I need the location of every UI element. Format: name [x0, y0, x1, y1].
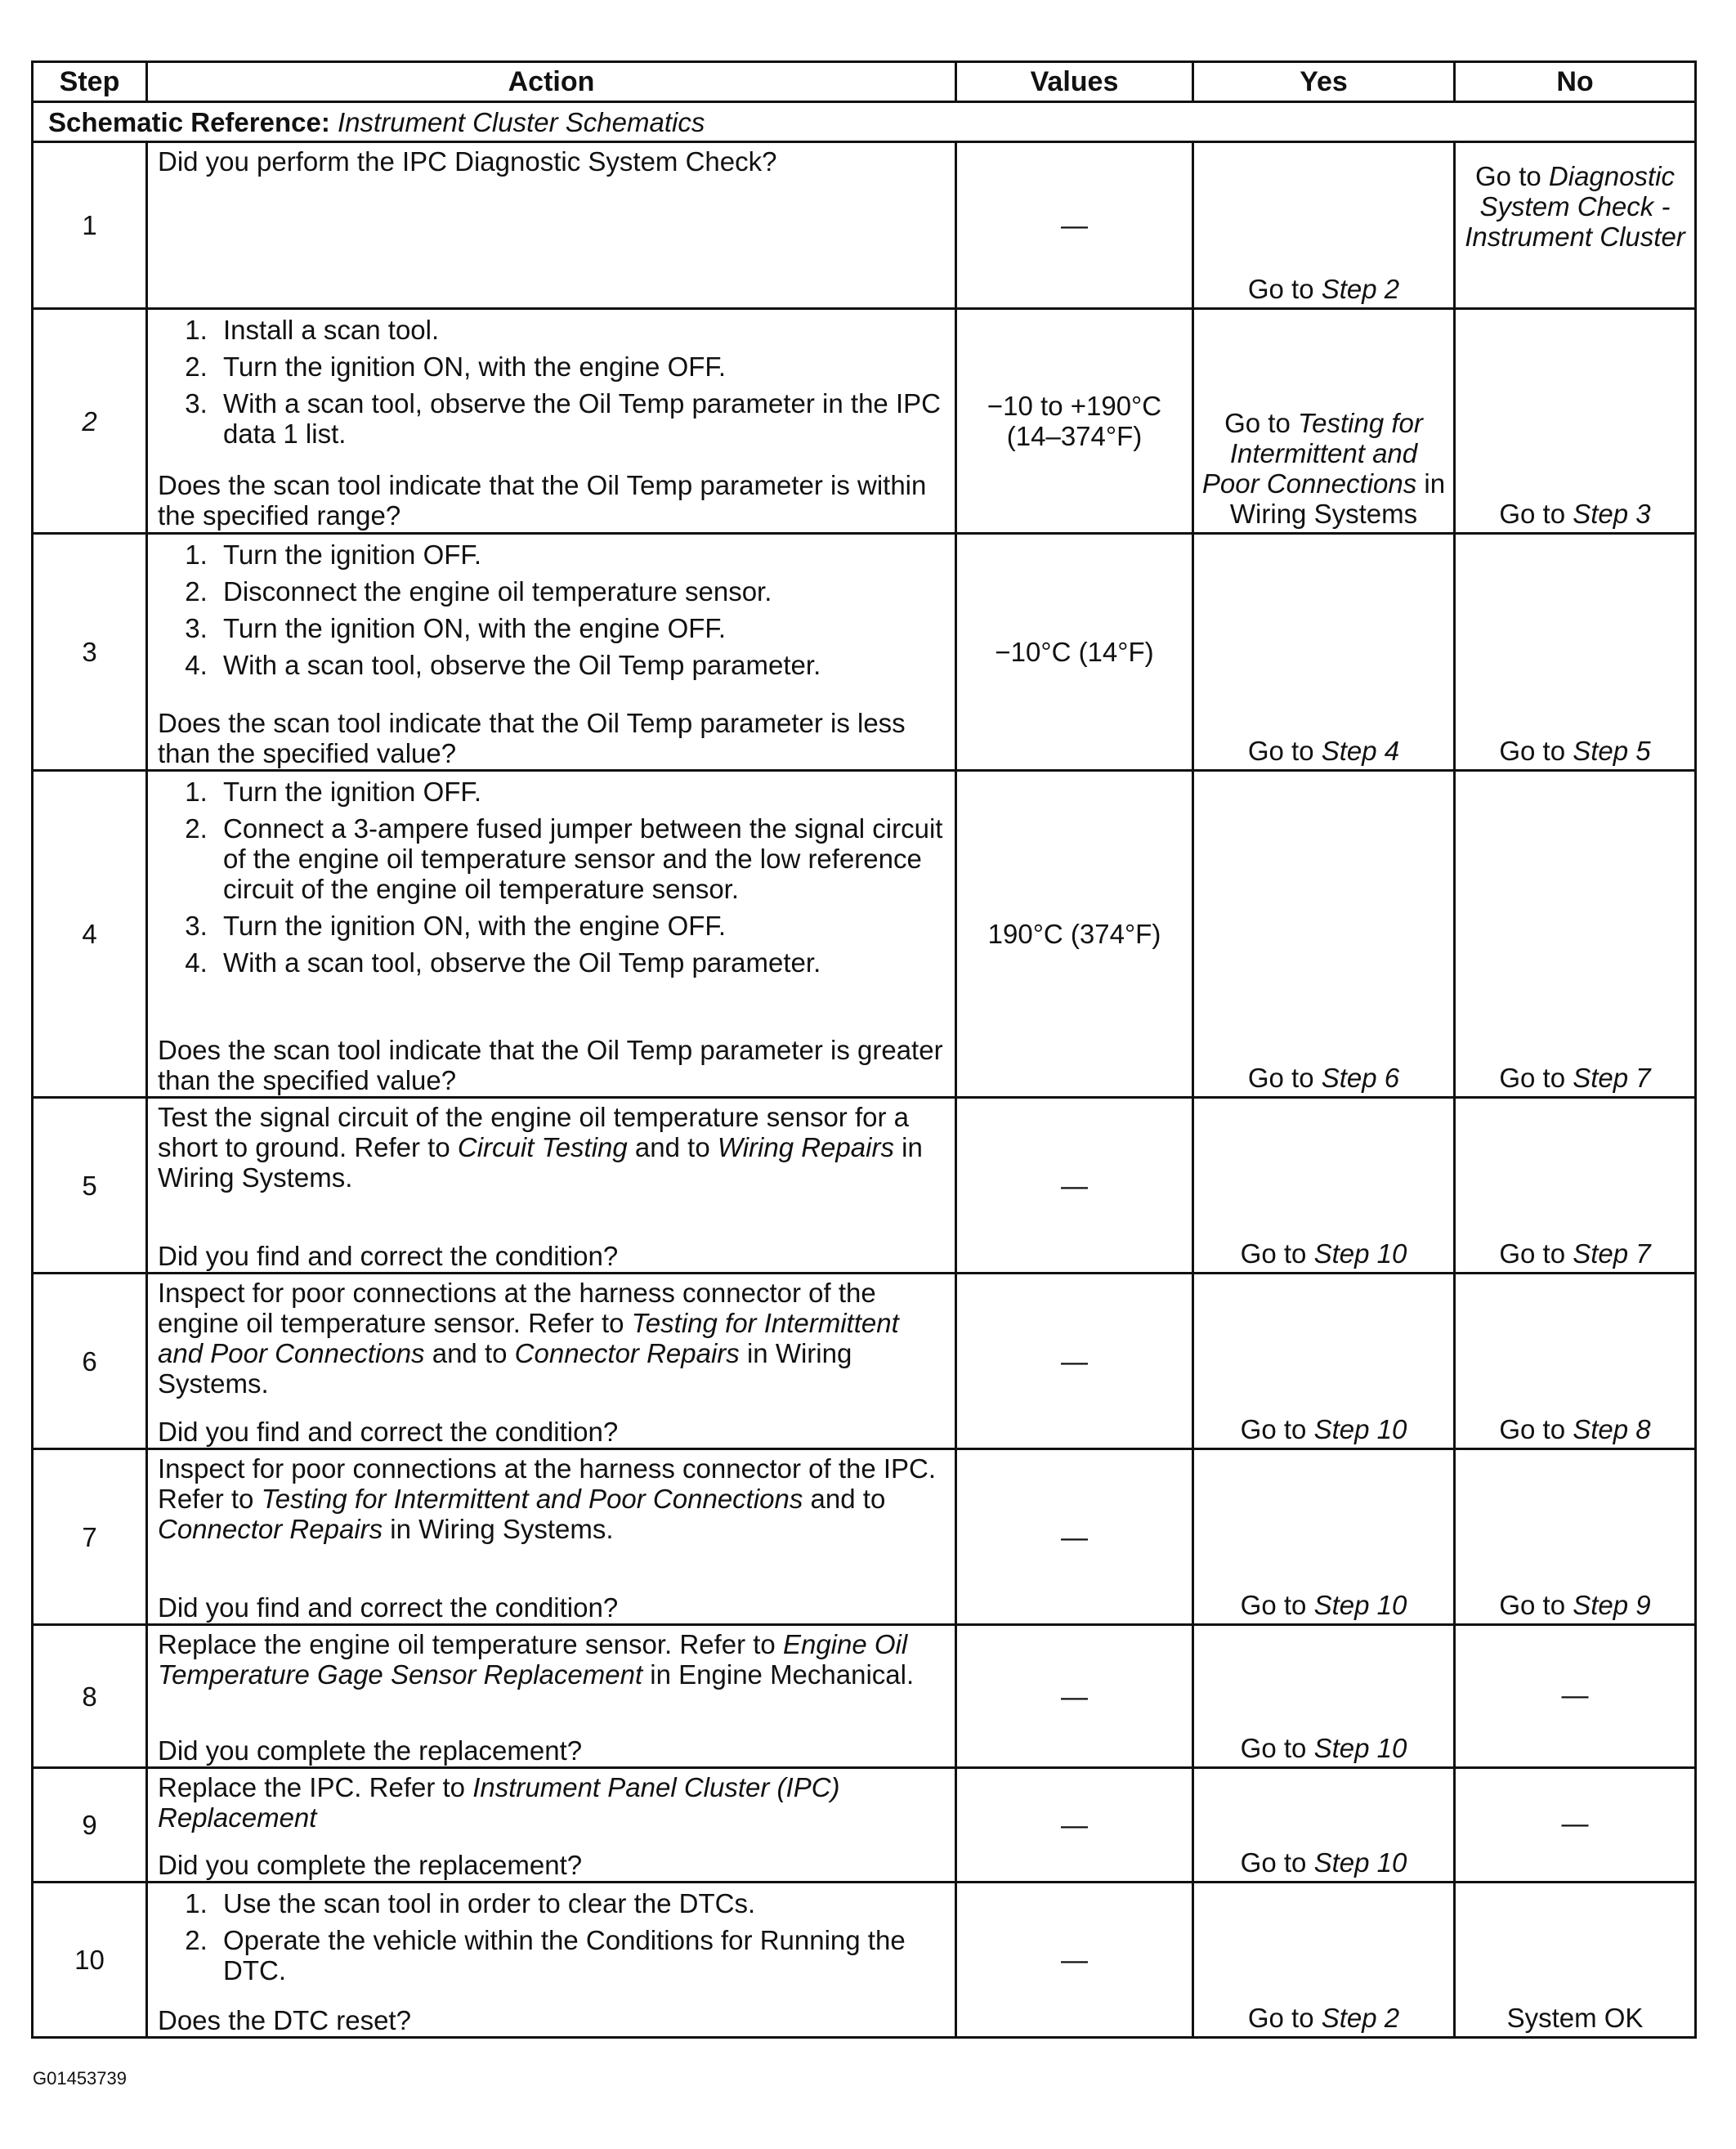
- table-row: [33, 1625, 1696, 1768]
- value-cell: 190°C (374°F): [956, 771, 1193, 1098]
- value-cell: −10 to +190°C (14–374°F): [956, 309, 1193, 534]
- table-row: [33, 1883, 1696, 2038]
- no-link[interactable]: Step 8: [1573, 1414, 1651, 1444]
- action-question: Did you find and correct the condition?: [158, 1592, 619, 1623]
- no-cell: Go to Step 3: [1455, 309, 1696, 534]
- action-step: 3. With a scan tool, observe the Oil Temp parameter in the IPC data 1 list.: [215, 388, 945, 449]
- no-cell: System OK: [1455, 1883, 1696, 2038]
- header-yes: Yes: [1193, 62, 1455, 102]
- header-row: [33, 62, 1696, 102]
- action-step: 4. With a scan tool, observe the Oil Temp parameter.: [215, 947, 945, 978]
- action-question: Did you perform the IPC Diagnostic System Check?: [158, 146, 777, 177]
- action-steps: [158, 1883, 945, 1986]
- schematic-reference: [33, 102, 1696, 142]
- yes-link[interactable]: Step 6: [1321, 1063, 1400, 1093]
- action-cell: [147, 534, 956, 771]
- action-step: 1. Install a scan tool.: [215, 315, 945, 345]
- table-row: [33, 771, 1696, 1098]
- action-text: Inspect for poor connections at the harness connector of the IPC. Refer to Testing for Intermittent and Poor Connections and to Connector Repairs in Wiring Systems.: [158, 1453, 937, 1544]
- action-question: Does the scan tool indicate that the Oil Temp parameter is less than the specified value?: [158, 708, 906, 768]
- no-cell: Go to Step 5: [1455, 534, 1696, 771]
- table-row: [33, 1098, 1696, 1274]
- ref-link[interactable]: Engine Oil Temperature Gage Sensor Replacement: [158, 1629, 908, 1690]
- no-cell: Go to Step 7: [1455, 1098, 1696, 1274]
- action-cell: [147, 1768, 956, 1883]
- action-step: 3. Turn the ignition ON, with the engine OFF.: [215, 911, 945, 941]
- action-question: Did you find and correct the condition?: [158, 1417, 619, 1447]
- header-no: No: [1455, 62, 1696, 102]
- table-row: [33, 1274, 1696, 1449]
- no-link[interactable]: Step 9: [1573, 1590, 1651, 1620]
- yes-link[interactable]: Step 10: [1313, 1238, 1407, 1269]
- header-action: Action: [147, 62, 956, 102]
- step-number: 6: [33, 1274, 147, 1449]
- header-step: Step: [33, 62, 147, 102]
- yes-link[interactable]: Step 10: [1313, 1733, 1407, 1763]
- action-text: Replace the IPC. Refer to Instrument Panel Cluster (IPC) Replacement: [158, 1772, 840, 1833]
- step-number: 5: [33, 1098, 147, 1274]
- yes-cell: Go to Step 10: [1193, 1449, 1455, 1625]
- yes-cell: Go to Step 4: [1193, 534, 1455, 771]
- ref-link[interactable]: Connector Repairs: [158, 1514, 383, 1544]
- ref-link[interactable]: Circuit Testing: [457, 1132, 628, 1162]
- action-question: Did you complete the replacement?: [158, 1735, 583, 1766]
- yes-link[interactable]: Step 10: [1313, 1847, 1407, 1878]
- no-link[interactable]: Step 7: [1573, 1238, 1651, 1269]
- ref-link[interactable]: Instrument Panel Cluster (IPC) Replacement: [158, 1772, 840, 1833]
- action-cell: [147, 771, 956, 1098]
- table-row: [33, 1768, 1696, 1883]
- table-row: [33, 534, 1696, 771]
- value-cell: −10°C (14°F): [956, 534, 1193, 771]
- table-row: [33, 309, 1696, 534]
- ref-link[interactable]: Wiring Repairs: [717, 1132, 894, 1162]
- yes-cell: Go to Step 6: [1193, 771, 1455, 1098]
- diagnostic-table: [31, 60, 1697, 2039]
- action-cell: [147, 309, 956, 534]
- action-step: 2. Connect a 3-ampere fused jumper between the signal circuit of the engine oil temperature sensor and the low reference circuit of the engine oil temperature sensor.: [215, 813, 945, 904]
- value-cell: —: [956, 1449, 1193, 1625]
- step-number: 10: [33, 1883, 147, 2038]
- yes-link[interactable]: Step 4: [1321, 736, 1400, 766]
- no-link[interactable]: Step 5: [1573, 736, 1651, 766]
- table-row: [33, 142, 1696, 309]
- figure-id: G01453739: [33, 2068, 127, 2089]
- action-step: 3. Turn the ignition ON, with the engine OFF.: [215, 613, 945, 643]
- yes-cell: Go to Testing for Intermittent and Poor Connections in Wiring Systems: [1193, 309, 1455, 534]
- no-cell: Go to Diagnostic System Check - Instrument Cluster: [1455, 142, 1696, 309]
- ref-link[interactable]: Testing for Intermittent and Poor Connections: [158, 1308, 899, 1368]
- yes-link[interactable]: Step 2: [1321, 2003, 1400, 2033]
- action-steps: [158, 772, 945, 978]
- yes-cell: Go to Step 2: [1193, 142, 1455, 309]
- action-question: Does the scan tool indicate that the Oil Temp parameter is greater than the specified value?: [158, 1035, 943, 1095]
- action-cell: [147, 1625, 956, 1768]
- action-step: 2. Operate the vehicle within the Conditions for Running the DTC.: [215, 1925, 945, 1986]
- yes-cell: Go to Step 10: [1193, 1625, 1455, 1768]
- value-cell: —: [956, 1883, 1193, 2038]
- no-link[interactable]: Diagnostic System Check - Instrument Cluster: [1465, 161, 1685, 252]
- action-cell: [147, 142, 956, 309]
- action-cell: [147, 1449, 956, 1625]
- step-number: 3: [33, 534, 147, 771]
- action-step: 2. Disconnect the engine oil temperature sensor.: [215, 576, 945, 607]
- header-values: Values: [956, 62, 1193, 102]
- yes-cell: Go to Step 10: [1193, 1098, 1455, 1274]
- no-cell: —: [1455, 1768, 1696, 1883]
- yes-cell: Go to Step 10: [1193, 1768, 1455, 1883]
- no-cell: —: [1455, 1625, 1696, 1768]
- schematic-label: Schematic Reference:: [48, 106, 330, 137]
- value-cell: —: [956, 1098, 1193, 1274]
- value-cell: —: [956, 1274, 1193, 1449]
- no-cell: Go to Step 7: [1455, 771, 1696, 1098]
- step-number: 7: [33, 1449, 147, 1625]
- yes-link[interactable]: Step 10: [1313, 1590, 1407, 1620]
- value-cell: —: [956, 142, 1193, 309]
- action-text: Inspect for poor connections at the harness connector of the engine oil temperature sensor. Refer to Testing for Intermittent and Poor Connections and to Connector Repairs in Wiring Systems.: [158, 1278, 899, 1399]
- yes-link[interactable]: Testing for Intermittent and Poor Connections: [1201, 408, 1423, 499]
- yes-link[interactable]: Step 2: [1321, 274, 1400, 304]
- action-steps: [158, 535, 945, 680]
- ref-link[interactable]: Testing for Intermittent and Poor Connections: [261, 1484, 803, 1514]
- action-text: Test the signal circuit of the engine oil temperature sensor for a short to ground. Refer to Circuit Testing and to Wiring Repairs in Wiring Systems.: [158, 1102, 923, 1193]
- yes-cell: Go to Step 10: [1193, 1274, 1455, 1449]
- step-number: 9: [33, 1768, 147, 1883]
- yes-cell: Go to Step 2: [1193, 1883, 1455, 2038]
- action-step: 2. Turn the ignition ON, with the engine OFF.: [215, 351, 945, 382]
- schematic-row: [33, 102, 1696, 142]
- yes-link[interactable]: Step 10: [1313, 1414, 1407, 1444]
- action-step: 1. Use the scan tool in order to clear the DTCs.: [215, 1888, 945, 1918]
- action-question: Did you complete the replacement?: [158, 1850, 583, 1880]
- action-question: Does the scan tool indicate that the Oil Temp parameter is within the specified range?: [158, 470, 927, 531]
- action-step: 1. Turn the ignition OFF.: [215, 539, 945, 570]
- no-link[interactable]: Step 3: [1573, 499, 1651, 529]
- action-step: 4. With a scan tool, observe the Oil Temp parameter.: [215, 650, 945, 680]
- value-cell: —: [956, 1625, 1193, 1768]
- ref-link[interactable]: Connector Repairs: [514, 1338, 740, 1368]
- action-cell: [147, 1098, 956, 1274]
- action-cell: [147, 1274, 956, 1449]
- no-cell: Go to Step 8: [1455, 1274, 1696, 1449]
- no-cell: Go to Step 9: [1455, 1449, 1696, 1625]
- action-question: Does the DTC reset?: [158, 2005, 411, 2035]
- action-cell: [147, 1883, 956, 2038]
- step-number: 4: [33, 771, 147, 1098]
- value-cell: —: [956, 1768, 1193, 1883]
- step-number: 8: [33, 1625, 147, 1768]
- table-row: [33, 1449, 1696, 1625]
- step-number: 2: [33, 309, 147, 534]
- no-link[interactable]: Step 7: [1573, 1063, 1651, 1093]
- schematic-link[interactable]: Instrument Cluster Schematics: [338, 106, 705, 137]
- action-steps: [158, 310, 945, 449]
- action-question: Did you find and correct the condition?: [158, 1241, 619, 1271]
- step-number: 1: [33, 142, 147, 309]
- action-text: Replace the engine oil temperature sensor. Refer to Engine Oil Temperature Gage Sensor Replacement in Engine Mechanical.: [158, 1629, 915, 1690]
- action-step: 1. Turn the ignition OFF.: [215, 777, 945, 807]
